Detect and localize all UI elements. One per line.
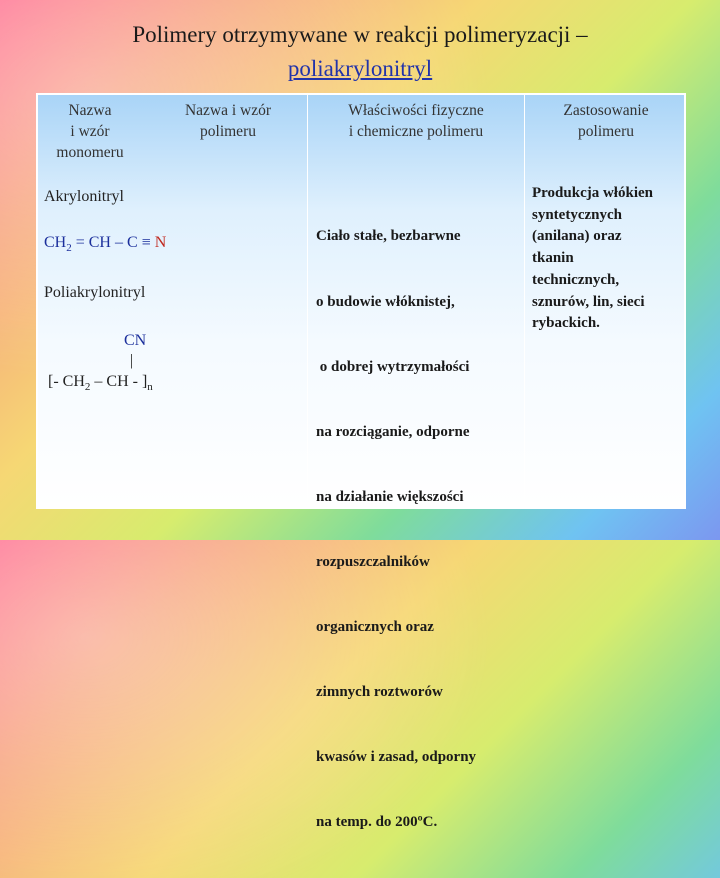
properties-line: na temp. do 200ºC. [316,814,438,831]
properties-line: zimnych roztworów [316,684,443,701]
header-usage [526,100,686,142]
polymer-bond: | [130,352,134,369]
formula-subscript: n [147,381,153,394]
formula-subscript: 2 [84,381,91,394]
usage-line: (anilana) oraz [532,228,622,245]
header-polymer [163,100,293,142]
properties-text [316,183,522,878]
usage-line: technicznych, [532,271,620,288]
header-properties-line: i chemiczne polimeru [348,123,484,140]
properties-line: kwasów i zasad, odporny [316,749,477,766]
formula-nitrogen: N [154,234,167,251]
header-properties-line: Właściwości fizyczne [348,102,484,119]
header-usage-line: Zastosowanie [563,102,649,119]
usage-line: Produkcja włókien [532,185,653,201]
column-divider [524,95,525,507]
properties-line: organicznych oraz [316,619,434,636]
usage-line: syntetycznych [532,206,622,223]
monomer-name: Akrylonitryl [44,188,124,205]
properties-line: Ciało stałe, bezbarwne [316,228,461,245]
formula-part: [- CH [48,373,85,390]
usage-line: rybackich. [532,315,600,332]
formula-subscript: 2 [66,242,72,255]
polymer-cn-group: CN [124,332,147,349]
formula-part: – CH - ] [90,373,148,390]
title-line-2: poliakrylonitryl [287,56,433,81]
header-usage-line: polimeru [578,123,634,140]
usage-line: sznurów, lin, sieci [532,293,645,310]
header-monomer [40,100,140,163]
properties-line: o budowie włóknistej, [316,293,455,310]
title-line-1: Polimery otrzymywane w reakcji polimeryzacji – [132,22,588,47]
formula-part: = CH – C ≡ [71,234,155,251]
properties-line: o dobrej wytrzymałości [316,358,470,375]
usage-line: tkanin [532,250,574,267]
polymer-formula [48,372,153,397]
header-monomer-line: i wzór [70,123,110,140]
header-polymer-line: Nazwa i wzór [184,102,272,119]
slide-title [0,18,720,86]
usage-text [532,183,686,335]
header-monomer-line: Nazwa [68,102,112,119]
properties-line: rozpuszczalników [316,553,430,570]
header-properties [310,100,522,142]
polymer-table [36,93,686,831]
monomer-formula [44,233,166,258]
header-monomer-line: monomeru [56,144,124,161]
column-divider [307,95,308,507]
properties-line: na rozciąganie, odporne [316,423,470,440]
properties-line: na działanie większości [316,488,464,505]
polymer-name: Poliakrylonitryl [44,284,146,301]
formula-part: CH [44,234,67,251]
header-polymer-line: polimeru [200,123,256,140]
